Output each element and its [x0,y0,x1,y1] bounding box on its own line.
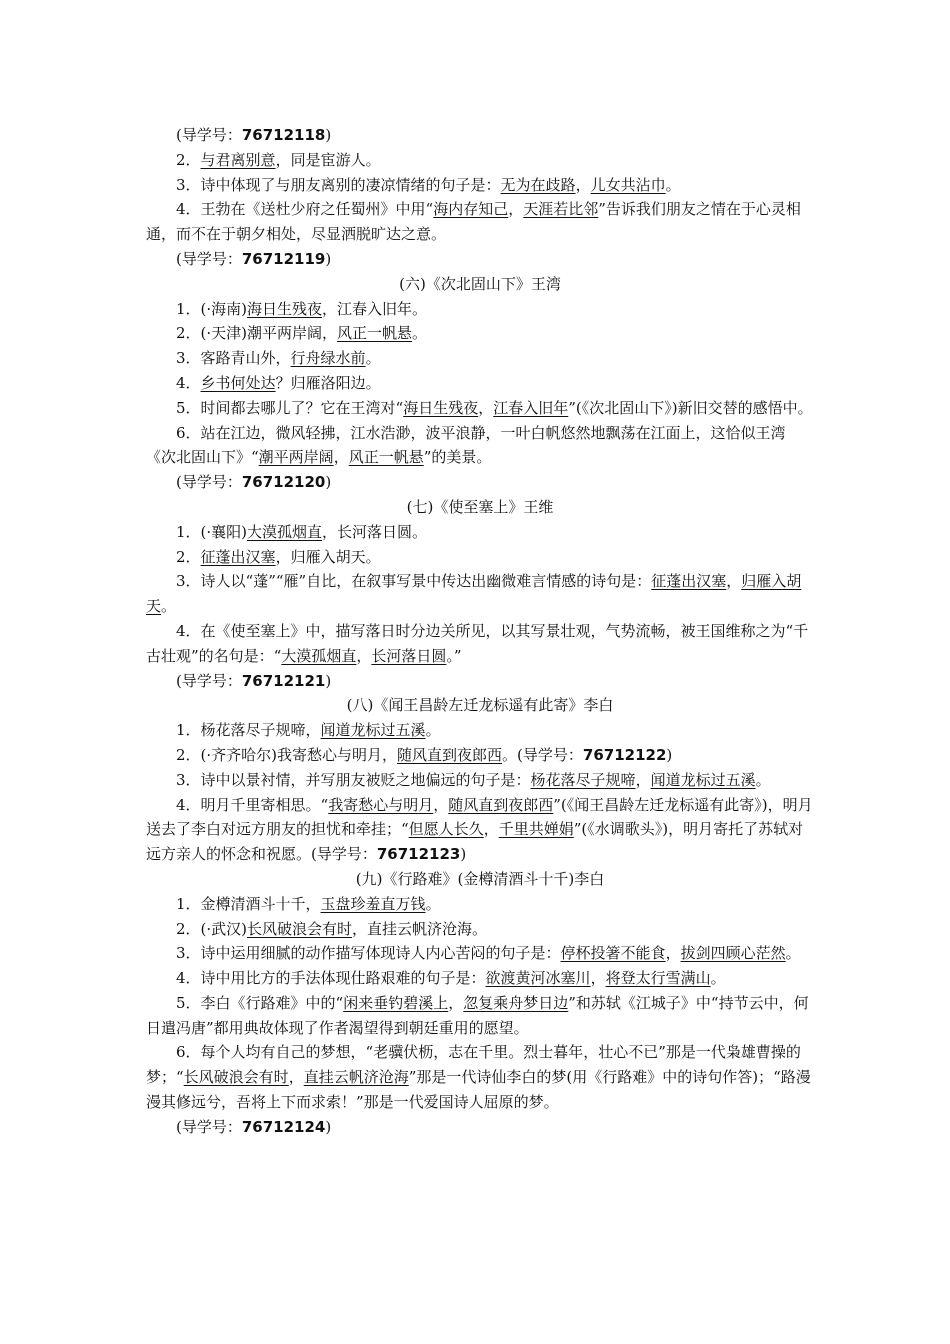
text-run: ？归雁洛阳边。 [275,373,381,392]
text-run: ，归雁入胡天。 [275,547,381,566]
guide-number: 76712123 [376,845,461,864]
guide-number-line [146,669,814,694]
answer-line [146,148,814,173]
text-run: 。 [755,770,771,789]
text-run: ， [508,200,524,219]
answer-blank: 忽复乘舟梦日边 [463,993,569,1012]
text-run: ”(《水调歌头》)，明月寄托了苏轼对远方亲人的怀念和祝愿。(导学号： [146,820,804,864]
text-run: ， [433,795,449,814]
answer-paragraph [146,619,814,669]
guide-number-line [146,247,814,272]
text-run: ， [665,944,681,963]
answer-blank: 千里共婵娟 [498,820,574,839]
answer-line [146,892,814,917]
text-run: ”和苏轼《江城子》中“持节云中，何日遣冯唐”都用典故体现了作者渴望得到朝廷重用的愿望。 [146,993,809,1037]
text-run: ”(《次北固山下》)新旧交替的感悟中。 [568,398,813,417]
guide-number-line [146,470,814,495]
section-heading [146,272,814,297]
text-run: 2．(·齐齐哈尔)我寄愁心与明月， [176,745,398,764]
text-run: (八)《闻王昌龄左迁龙标遥有此寄》李白 [346,696,614,715]
answer-blank: 海日生残夜 [247,299,323,318]
answer-blank: 闻道龙标过五溪 [650,770,756,789]
text-run: 。 [161,597,177,616]
text-run: 4．在《使至塞上》中，描写落日时分边关所见，以其写景壮观，气势流畅，被王国维称之为“千古壮观”的名句是：“ [146,621,809,665]
text-run: 2．(·天津)潮平两岸阔， [176,324,338,343]
guide-number: 76712119 [241,249,326,268]
text-run: ， [590,969,606,988]
text-run: 2． [176,547,201,566]
text-run: 3．诗中体现了与朋友离别的凄凉情绪的句子是： [176,175,501,194]
text-run: 。 [365,349,381,368]
document-page [146,123,814,1140]
answer-blank: 拔剑四顾心茫然 [680,944,786,963]
text-run: 1．(·襄阳) [176,522,248,541]
answer-paragraph [146,1040,814,1114]
text-run: (九)《行路难》(金樽清酒斗十千)李白 [355,869,605,888]
answer-blank: 无为在歧路 [500,175,576,194]
text-run: 2． [176,150,201,169]
answer-paragraph [146,197,814,247]
answer-line [146,346,814,371]
answer-blank: 归雁入胡天 [146,572,802,616]
text-run: ，直挂云帆济沧海。 [352,919,488,938]
answer-blank: 风正一帆悬 [348,448,424,467]
text-run: (导学号： [176,671,242,690]
text-run: 4．诗中用比方的手法体现仕路艰难的句子是： [176,969,486,988]
answer-blank: 随风直到夜郎西 [397,745,503,764]
answer-line [146,545,814,570]
text-run: ，长河落日圆。 [322,522,428,541]
text-run: ， [448,993,464,1012]
answer-blank: 长风破浪会有时 [247,919,353,938]
answer-blank: 停杯投箸不能食 [560,944,666,963]
text-run: ，江春入旧年。 [322,299,428,318]
text-run: ”那是一代诗仙李白的梦(用《行路难》中的诗句作答)；“路漫漫其修远兮，吾将上下而求索！”那是一代爱国诗人屈原的梦。 [146,1068,811,1112]
answer-blank: 玉盘珍羞直万钱 [320,894,426,913]
text-run: 4．王勃在《送杜少府之任蜀州》中用“ [176,200,434,219]
guide-number: 76712118 [241,126,326,144]
text-run: (导学号： [176,1117,242,1136]
answer-blank: 长河落日圆 [371,646,447,665]
text-run: 。 [710,969,726,988]
text-run: ) [325,473,332,492]
text-run: 4． [176,373,201,392]
answer-blank: 将登太行雪满山 [605,969,711,988]
answer-paragraph [146,793,814,867]
text-run: ) [460,845,467,864]
answer-blank: 儿女共沾巾 [590,175,666,194]
text-run: 3．诗中运用细腻的动作描写体现诗人内心苦闷的句子是： [176,944,561,963]
answer-paragraph [146,991,814,1041]
section-heading [146,867,814,892]
text-run: 。(导学号： [502,745,583,764]
answer-blank: 大漠孤烟直 [281,646,357,665]
text-run: 。” [446,646,462,665]
answer-blank: 我寄愁心与明月 [328,795,434,814]
text-run: ， [478,398,494,417]
answer-line [146,173,814,198]
answer-blank: 欲渡黄河冰塞川 [485,969,591,988]
answer-blank: 海日生残夜 [403,398,479,417]
section-heading [146,495,814,520]
text-run: (导学号： [176,126,242,144]
answer-blank: 海内存知己 [433,200,509,219]
text-run: 6．每个人均有自己的梦想，“老骥伏枥，志在千里。烈士暮年，壮心不已”那是一代枭雄曹操的梦；“ [146,1043,801,1087]
guide-number-line [146,123,814,148]
answer-blank: 随风直到夜郎西 [448,795,554,814]
answer-paragraph [146,421,814,471]
text-run: 4．明月千里寄相思。“ [176,795,329,814]
answer-line [146,966,814,991]
answer-blank: 但愿人长久 [408,820,484,839]
answer-blank: 大漠孤烟直 [247,522,323,541]
answer-blank: 潮平两岸阔 [258,448,334,467]
text-run: ) [325,671,332,690]
text-run: 。 [412,324,428,343]
text-run: 5．李白《行路难》中的“ [176,993,344,1012]
answer-line [146,718,814,743]
text-run: 3．诗人以“蓬”“雁”自比，在叙事写景中传达出幽微难言情感的诗句是： [176,572,652,591]
guide-number: 76712122 [582,745,667,764]
answer-blank: 征蓬出汉塞 [200,547,276,566]
answer-blank: 风正一帆悬 [337,324,413,343]
text-run: 5．时间都去哪儿了？它在王湾对“ [176,398,404,417]
answer-blank: 杨花落尽子规啼 [530,770,636,789]
text-run: (导学号： [176,473,242,492]
text-run: 。 [665,175,681,194]
text-run: 6．站在江边，微风轻拂，江水浩渺，波平浪静，一叶白帆悠然地飘荡在江面上，这恰似王湾《次北固山下》“ [146,423,786,467]
answer-line [146,743,814,768]
answer-blank: 征蓬出汉塞 [651,572,727,591]
text-run: ， [726,572,742,591]
text-run: (七)《使至塞上》王维 [406,497,554,516]
text-run: 1．(·海南) [176,299,248,318]
text-run: ， [635,770,651,789]
guide-number: 76712120 [241,473,326,492]
text-run: 。 [425,721,441,740]
answer-line [146,321,814,346]
answer-blank: 天涯若比邻 [523,200,599,219]
text-run: ， [356,646,372,665]
answer-blank: 闻道龙标过五溪 [320,721,426,740]
answer-blank: 乡书何处达 [200,373,276,392]
guide-number: 76712124 [241,1117,326,1136]
answer-blank: 长风破浪会有时 [183,1068,289,1087]
text-run: 3．诗中以景衬情，并写朋友被贬之地偏远的句子是： [176,770,531,789]
answer-blank: 江春入旧年 [493,398,569,417]
answer-blank: 闲来垂钓碧溪上 [343,993,449,1012]
text-run: (导学号： [176,249,242,268]
answer-paragraph [146,396,814,421]
text-run: ) [325,1117,332,1136]
answer-paragraph [146,569,814,619]
text-run: ) [666,745,673,764]
text-run: ”(《闻王昌龄左迁龙标遥有此寄》)，明月送去了李白对远方朋友的担忧和牵挂；“ [146,795,813,839]
guide-number-line [146,1115,814,1140]
text-run: ， [483,820,499,839]
text-run: 2．(·武汉) [176,919,248,938]
text-run: ， [575,175,591,194]
text-run: ，同是宦游人。 [275,150,381,169]
answer-line [146,917,814,942]
text-run: 3．客路青山外， [176,349,291,368]
text-run: ”的美景。 [423,448,492,467]
text-run: 1．杨花落尽子规啼， [176,721,321,740]
text-run: 。 [425,894,441,913]
text-run: ， [288,1068,304,1087]
answer-blank: 与君离别意 [200,150,276,169]
answer-paragraph [146,941,814,966]
answer-blank: 行舟绿水前 [290,349,366,368]
text-run: ) [325,249,332,268]
answer-line [146,520,814,545]
text-run: 1．金樽清酒斗十千， [176,894,321,913]
section-heading [146,693,814,718]
answer-paragraph [146,768,814,793]
text-run: 。 [785,944,801,963]
answer-line [146,371,814,396]
text-run: ) [325,126,332,144]
text-run: (六)《次北固山下》王湾 [399,274,561,293]
text-run: ”告诉我们朋友之情在于心灵相通，而不在于朝夕相处，尽显洒脱旷达之意。 [146,200,801,244]
guide-number: 76712121 [241,671,326,690]
answer-line [146,297,814,322]
text-run: ， [333,448,349,467]
answer-blank: 直挂云帆济沧海 [303,1068,409,1087]
